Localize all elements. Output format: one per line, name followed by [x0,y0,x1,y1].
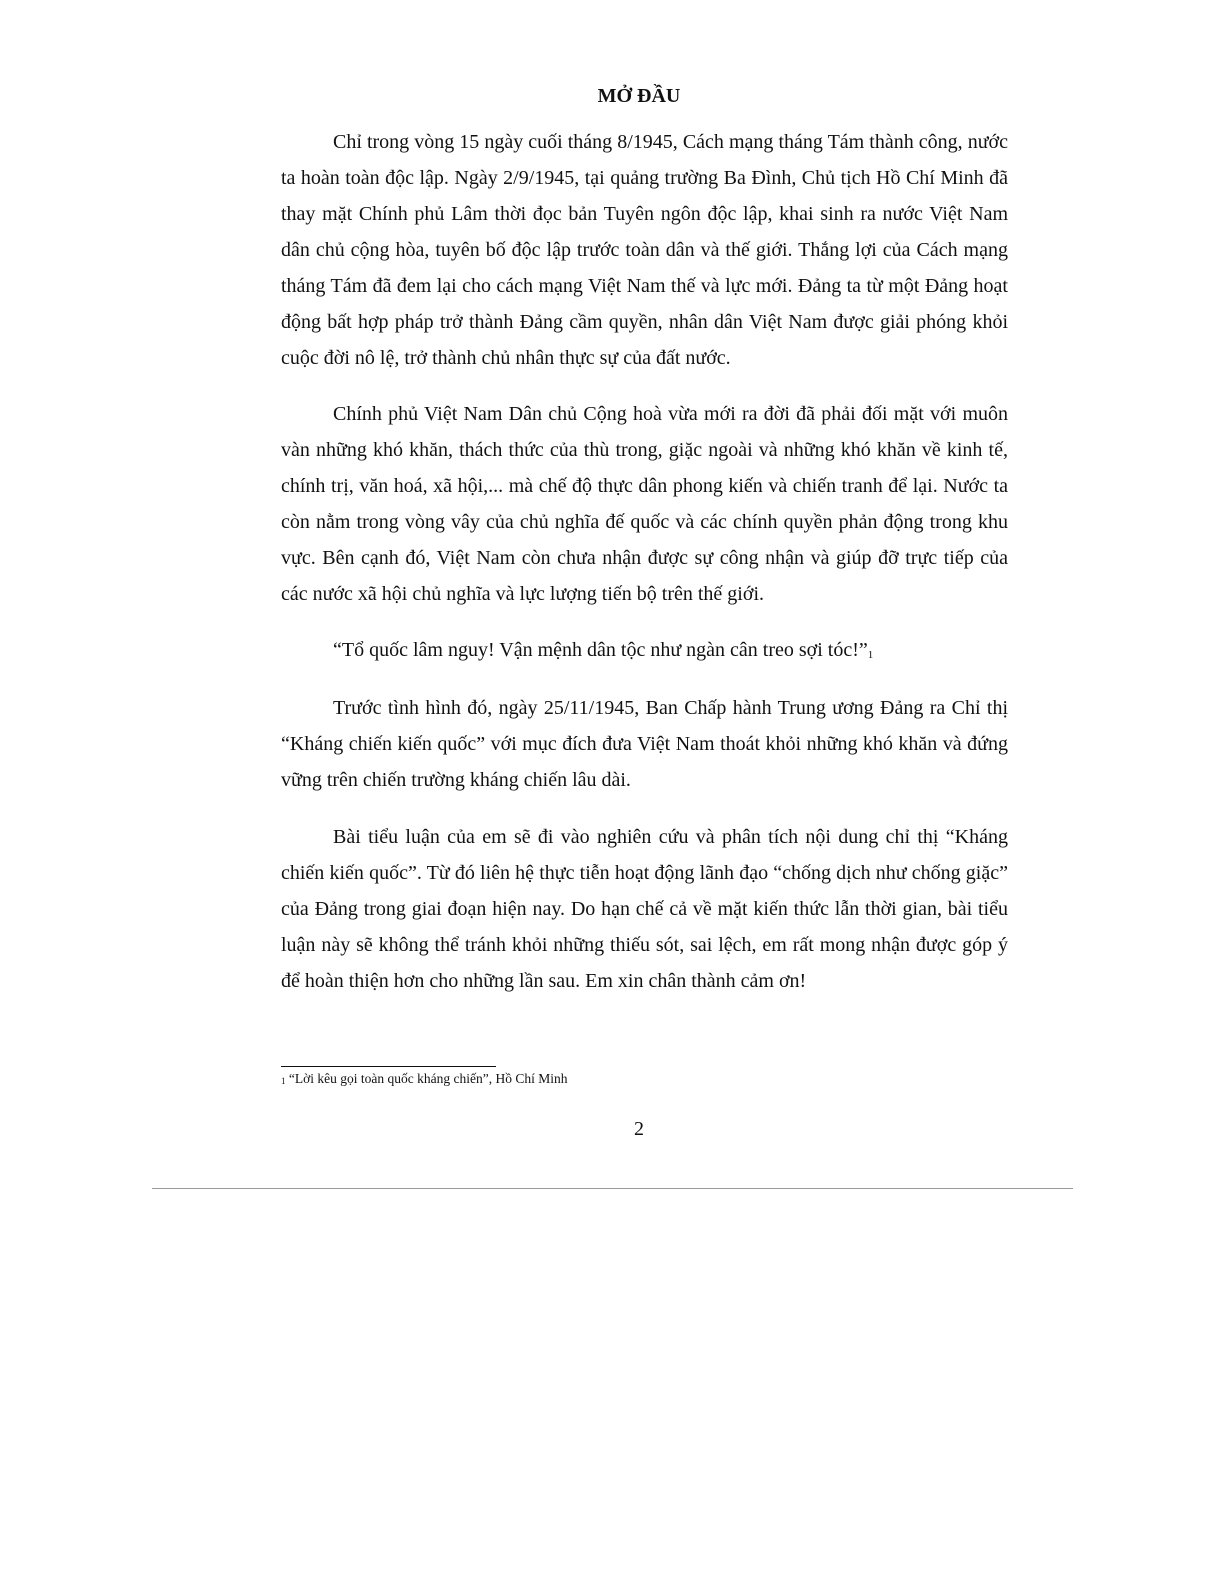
paragraph-quote [281,632,1008,673]
footnote-text: “Lời kêu gọi toàn quốc kháng chiến”, Hồ Chí Minh [288,1071,568,1086]
page-number: 2 [634,1118,644,1140]
footnote-separator [281,1066,496,1067]
footnote-number: 1 [281,1076,286,1086]
quote-text: “Tổ quốc lâm nguy! Vận mệnh dân tộc như ngàn cân treo sợi tóc!” [333,639,868,661]
footnote-reference[interactable]: 1 [867,649,874,661]
paragraph-directive: Trước tình hình đó, ngày 25/11/1945, Ban Chấp hành Trung ương Đảng ra Chỉ thị “Kháng chiến kiến quốc” với mục đích đưa Việt Nam thoát khỏi những khó khăn và đứng vững trên chiến trường kháng chiến lâu dài. [281,697,1008,791]
paragraph-difficulties: Chính phủ Việt Nam Dân chủ Cộng hoà vừa mới ra đời đã phải đối mặt với muôn vàn những khó khăn, thách thức của thù trong, giặc ngoài và những khó khăn về kinh tế, chính trị, văn hoá, xã hội,... mà chế độ thực dân phong kiến và chiến tranh để lại. Nước ta còn nằm trong vòng vây của chủ nghĩa đế quốc và các chính quyền phản động trong khu vực. Bên cạnh đó, Việt Nam còn chưa nhận được sự công nhận và giúp đỡ trực tiếp của các nước xã hội chủ nghĩa và lực lượng tiến bộ trên thế giới. [281,403,1008,605]
page-break-divider [152,1188,1073,1189]
page-title: MỞ ĐẦU [597,85,681,107]
footnote [281,1069,567,1091]
paragraph-intro: Chỉ trong vòng 15 ngày cuối tháng 8/1945, Cách mạng tháng Tám thành công, nước ta hoàn toàn độc lập. Ngày 2/9/1945, tại quảng trường Ba Đình, Chủ tịch Hồ Chí Minh đã thay mặt Chính phủ Lâm thời đọc bản Tuyên ngôn độc lập, khai sinh ra nước Việt Nam dân chủ cộng hòa, tuyên bố độc lập trước toàn dân và thế giới. Thắng lợi của Cách mạng tháng Tám đã đem lại cho cách mạng Việt Nam thế và lực mới. Đảng ta từ một Đảng hoạt động bất hợp pháp trở thành Đảng cầm quyền, nhân dân Việt Nam được giải phóng khỏi cuộc đời nô lệ, trở thành chủ nhân thực sự của đất nước. [281,131,1008,369]
paragraph-purpose: Bài tiểu luận của em sẽ đi vào nghiên cứu và phân tích nội dung chỉ thị “Kháng chiến kiến quốc”. Từ đó liên hệ thực tiễn hoạt động lãnh đạo “chống dịch như chống giặc” của Đảng trong giai đoạn hiện nay. Do hạn chế cả về mặt kiến thức lẫn thời gian, bài tiểu luận này sẽ không thể tránh khỏi những thiếu sót, sai lệch, em rất mong nhận được góp ý để hoàn thiện hơn cho những lần sau. Em xin chân thành cảm ơn! [281,826,1008,992]
